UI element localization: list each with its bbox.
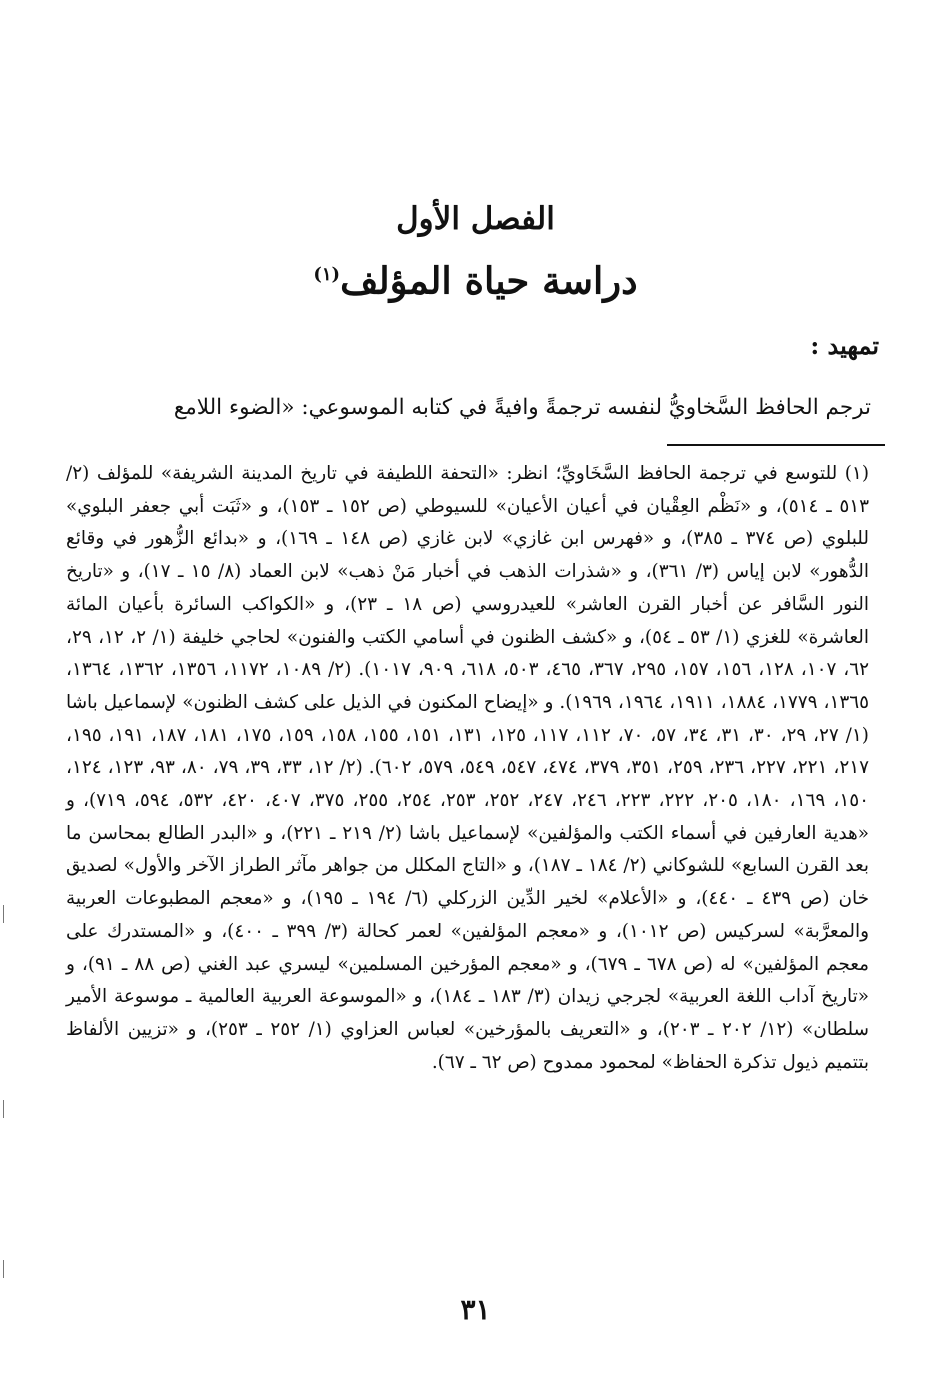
- footnote-separator: [667, 444, 885, 446]
- scan-margin-mark: [3, 1260, 4, 1278]
- footnotes: [66, 458, 869, 1079]
- scan-margin-mark: [3, 1100, 4, 1118]
- page-number: ٣١: [460, 1293, 491, 1326]
- chapter-heading: الفصل الأول: [396, 201, 555, 237]
- footnote-1: (١) للتوسع في ترجمة الحافظ السَّخَاويِّ؛ انظر: «التحفة اللطيفة في تاريخ المدينة الشريفة» للمؤلف (٢/ ٥١٣ ـ ٥١٤)، و «نَظْم العِقْيان في أعيان الأعيان» للسيوطي (ص ١٥٢ ـ ١٥٣)، و «ثَبَت أبي جعفر البلوي» للبلوي (ص ٣٧٤ ـ ٣٨٥)، و «فهرس ابن غازي» لابن غازي (ص ١٤٨ ـ ١٦٩)، و «بدائع الزُّهور في وقائع الدُّهور» لابن إياس (٣/ ٣٦١)، و «شذرات الذهب في أخبار مَنْ ذهب» لابن العماد (٨/ ١٥ ـ ١٧)، و «تاريخ النور السَّافر عن أخبار القرن العاشر» للعيدروسي (ص ١٨ ـ ٢٣)، و «الكواكب السائرة بأعيان المائة العاشرة» للغزي (١/ ٥٣ ـ ٥٤)، و «كشف الظنون في أسامي الكتب والفنون» لحاجي خليفة (١/ ٢، ١٢، ٢٩، ٦٢، ١٠٧، ١٢٨، ١٥٦، ١٥٧، ٢٩٥، ٣٦٧، ٤٦٥، ٥٠٣، ٦١٨، ٩٠٩، ١٠١٧). (٢/ ١٠٨٩، ١١٧٢، ١٣٥٦، ١٣٦٢، ١٣٦٤، ١٣٦٥، ١٧٧٩، ١٨٨٤، ١٩١١، ١٩٦٤، ١٩٦٩). و «إيضاح المكنون في الذيل على كشف الظنون» لإسماعيل باشا (١/ ٢٧، ٢٩، ٣٠، ٣١، ٣٤، ٥٧، ٧٠، ١١٢، ١١٧، ١٢٥، ١٣١، ١٥١، ١٥٥، ١٥٨، ١٥٩، ١٧٥، ١٨١، ١٨٧، ١٩١، ١٩٥، ٢١٧، ٢٢١، ٢٢٧، ٢٣٦، ٢٥٩، ٣٥١، ٣٧٩، ٤٧٤، ٥٤٧، ٥٤٩، ٥٧٩، ٦٠٢). (٢/ ١٢، ٣٣، ٣٩، ٧٩، ٨٠، ٩٣، ١٢٣، ١٢٤، ١٥٠، ١٦٩، ١٨٠، ٢٠٥، ٢٢٢، ٢٢٣، ٢٤٦، ٢٤٧، ٢٥٢، ٢٥٣، ٢٥٤، ٢٥٥، ٣٧٥، ٤٠٧، ٤٢٠، ٥٣٢، ٥٩٤، ٧١٩)، و «هدية العارفين في أسماء الكتب والمؤلفين» لإسماعيل باشا (٢/ ٢١٩ ـ ٢٢١)، و «البدر الطالع بمحاسن ما بعد القرن السابع» للشوكاني (٢/ ١٨٤ ـ ١٨٧)، و «التاج المكلل من جواهر مآثر الطراز الآخر والأول» لصديق خان (ص ٤٣٩ ـ ٤٤٠)، و «الأعلام» لخير الدِّين الزركلي (٦/ ١٩٤ ـ ١٩٥)، و «معجم المطبوعات العربية والمعرَّبة» لسركيس (ص ١٠١٢)، و «معجم المؤلفين» لعمر كحالة (٣/ ٣٩٩ ـ ٤٠٠)، و «المستدرك على معجم المؤلفين» له (ص ٦٧٨ ـ ٦٧٩)، و «معجم المؤرخين المسلمين» ليسري عبد الغني (ص ٨٨ ـ ٩١)، و «تاريخ آداب اللغة العربية» لجرجي زيدان (٣/ ١٨٣ ـ ١٨٤)، و «الموسوعة العربية العالمية ـ موسوعة الأمير سلطان» (١٢/ ٢٠٢ ـ ٢٠٣)، و «التعريف بالمؤرخين» لعباس العزاوي (١/ ٢٥٢ ـ ٢٥٣)، و «تزيين الألفاظ بتتميم ذيول تذكرة الحفاظ» لمحمود ممدوح (ص ٦٢ ـ ٦٧).: [66, 463, 870, 1073]
- chapter-title: [0, 250, 951, 305]
- chapter-title-text: دراسة حياة المؤلف: [340, 258, 638, 303]
- scan-margin-mark: [3, 905, 4, 923]
- section-heading: تمهيد :: [810, 331, 879, 360]
- footnote-reference[interactable]: (١): [313, 264, 341, 285]
- body-paragraph: ترجم الحافظ السَّخاويُّ لنفسه ترجمةً وافيةً في كتابه الموسوعي: «الضوء اللامع: [173, 395, 871, 420]
